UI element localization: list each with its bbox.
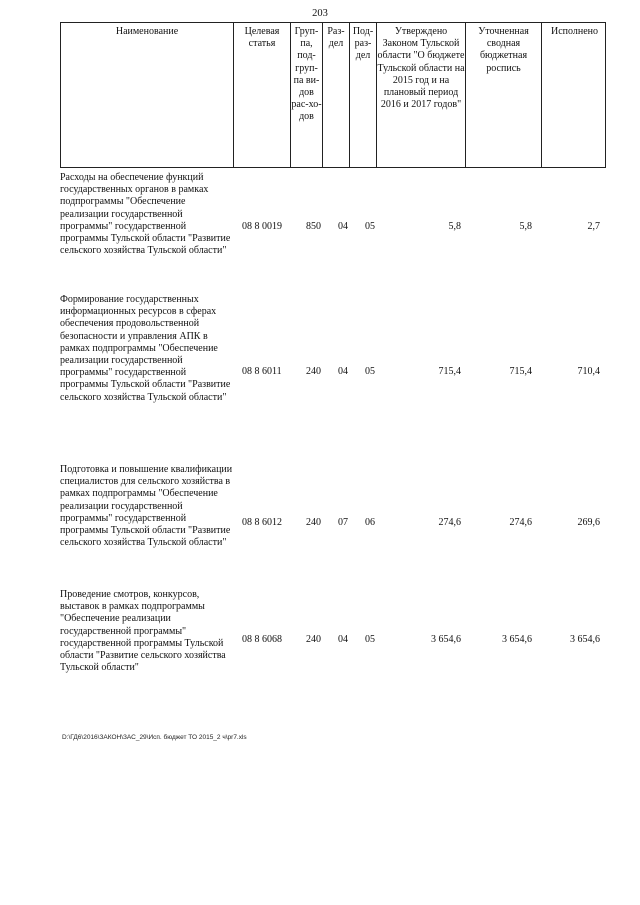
table-row — [60, 589, 606, 694]
row-code: 08 8 6011 — [242, 366, 282, 377]
row-code: 08 8 0019 — [242, 221, 282, 232]
row-approved: 274,6 — [438, 517, 461, 528]
row-name: Проведение смотров, конкурсов, выставок в рамках подпрограммы "Обеспечение реализации государственной программы" государственной программы Тульской области "Развитие сельского хозяйства Тульской области" — [60, 589, 226, 674]
row-subsection: 05 — [365, 366, 375, 377]
row-section: 04 — [338, 221, 348, 232]
table-row — [60, 464, 606, 584]
row-name: Расходы на обеспечение функций государственных органов в рамках подпрограммы "Обеспечение реализации государственной программы" государственной программы Тульской области "Развитие сельского хозяйства Тульской области" — [60, 172, 231, 257]
header-refined: Уточненная сводная бюджетная роспись — [466, 23, 542, 167]
header-executed: Исполнено — [550, 26, 598, 37]
row-section: 07 — [338, 517, 348, 528]
row-refined: 274,6 — [509, 517, 532, 528]
header-section: Раз-дел — [323, 23, 350, 167]
row-group: 850 — [306, 221, 321, 232]
table-header — [60, 22, 606, 168]
row-group: 240 — [306, 517, 321, 528]
row-refined: 715,4 — [509, 366, 532, 377]
page-number: 203 — [312, 8, 328, 19]
header-subsection: Под-раз-дел — [350, 23, 377, 167]
header-approved: Утверждено Законом Тульской области "О бюджете Тульской области на 2015 год и на плановый период 2016 и 2017 годов" — [377, 23, 466, 167]
row-approved: 5,8 — [448, 221, 461, 232]
row-code: 08 8 6068 — [242, 634, 282, 645]
row-executed: 269,6 — [577, 517, 600, 528]
row-name: Подготовка и повышение квалификации специалистов для сельского хозяйства в рамках подпрограммы "Обеспечение реализации государственной программы" государственной программы Тульской области "Развитие сельского хозяйства Тульской области" — [60, 464, 233, 549]
file-path-footer: D:\ГД6\2016\ЗАКОН\ЗАС_29\Исп. бюджет ТО 2015_2 ч\pr7.xls — [62, 734, 247, 741]
row-group: 240 — [306, 634, 321, 645]
row-subsection: 06 — [365, 517, 375, 528]
row-subsection: 05 — [365, 221, 375, 232]
table-row — [60, 294, 606, 454]
header-expense-group: Груп-па, под-груп-па ви-дов рас-хо-дов — [291, 23, 323, 167]
row-section: 04 — [338, 634, 348, 645]
row-code: 08 8 6012 — [242, 517, 282, 528]
row-approved: 715,4 — [438, 366, 461, 377]
row-approved: 3 654,6 — [431, 634, 461, 645]
row-executed: 710,4 — [577, 366, 600, 377]
table-row — [60, 172, 606, 292]
row-group: 240 — [306, 366, 321, 377]
row-refined: 3 654,6 — [502, 634, 532, 645]
row-refined: 5,8 — [519, 221, 532, 232]
header-target-article: Целевая статья — [234, 23, 291, 167]
row-section: 04 — [338, 366, 348, 377]
row-name: Формирование государственных информационных ресурсов в сферах обеспечения продовольственной безопасности и управления АПК в рамках подпрограммы "Обеспечение реализации государственной программы" государственной программы Тульской области "Развитие сельского хозяйства Тульской области" — [60, 294, 231, 403]
row-executed: 2,7 — [587, 221, 600, 232]
row-executed: 3 654,6 — [570, 634, 600, 645]
row-subsection: 05 — [365, 634, 375, 645]
header-name: Наименование — [61, 23, 234, 167]
